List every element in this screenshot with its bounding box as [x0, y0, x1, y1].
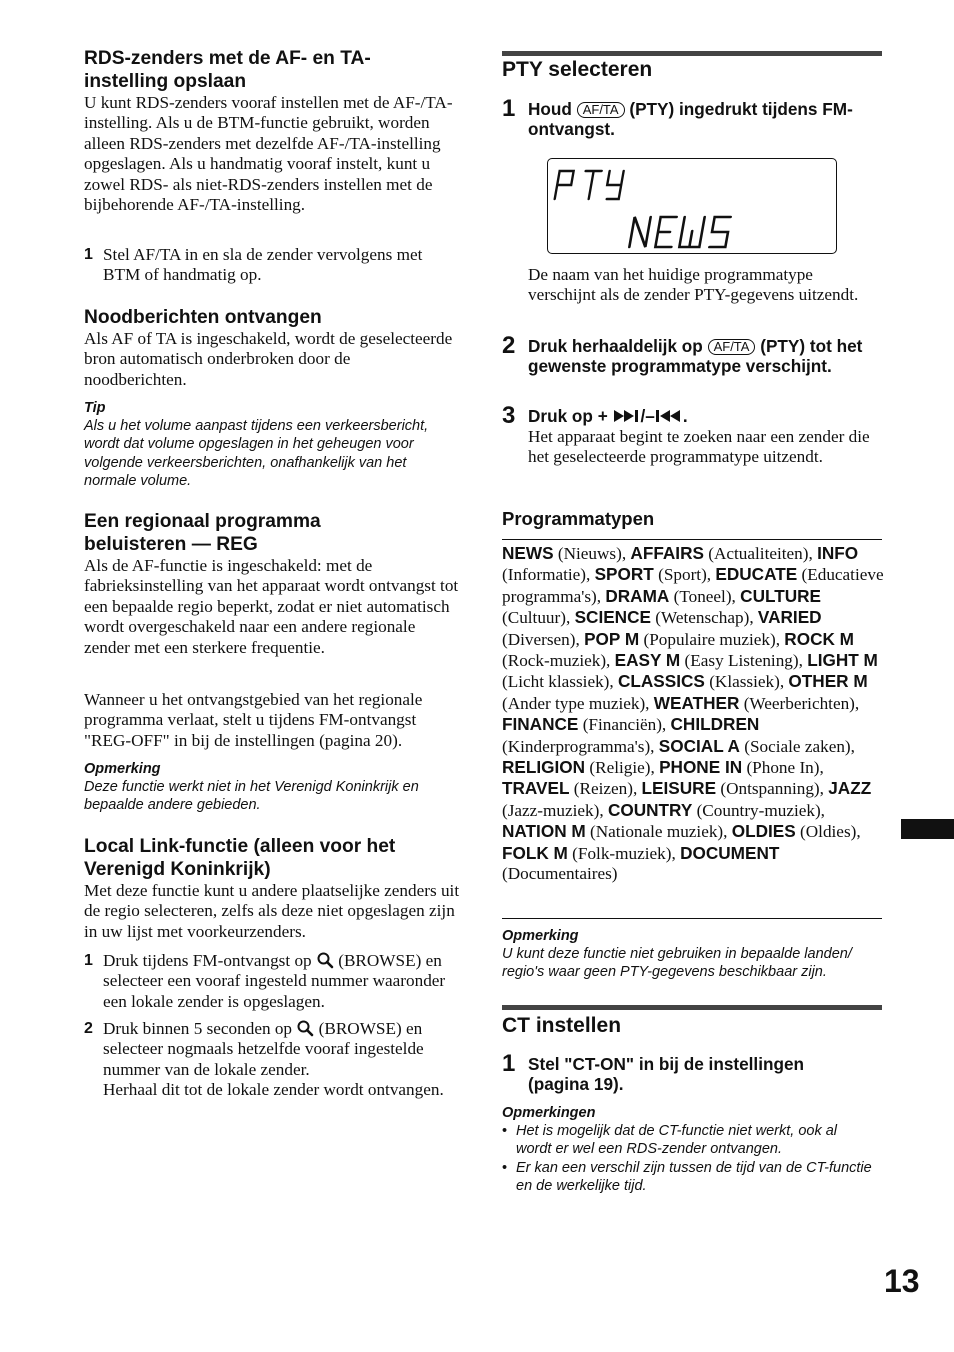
section-tab-marker	[901, 819, 954, 839]
pty-type-desc: (Toneel),	[673, 586, 736, 606]
pty-type-code: SOCIAL A	[658, 735, 740, 756]
step-text-a: Druk tijdens FM-ontvangst op	[103, 951, 312, 970]
step-pty-1-desc: De naam van het huidige programmatype verschijnt als de zender PTY-gegevens uitzendt.	[528, 265, 859, 305]
pty-type-item	[615, 651, 803, 670]
pty-type-desc: (Religie),	[589, 758, 655, 778]
pty-type-code: FOLK M	[502, 842, 568, 863]
af-ta-key: AF/TA	[577, 102, 625, 118]
pty-type-code: OLDIES	[731, 821, 796, 842]
pty-type-desc: (Klassiek),	[709, 672, 785, 692]
pty-type-code: EASY M	[614, 650, 681, 671]
pty-type-item	[595, 565, 712, 584]
section-body-rds-save: U kunt RDS-zenders vooraf instellen met de AF-/TA-instelling. Als u de BTM-functie gebruikt, worden alleen RDS-zenders met dezelfde AF-/TA-instelling opgeslagen. Als u handmatig vooraf instelt, kunt u zowel RDS- als niet-RDS-zenders instellen met de bijbehorende AF-/TA-instelling.	[84, 93, 453, 215]
section-rule	[502, 51, 882, 56]
pty-type-code: SPORT	[594, 564, 654, 585]
section-heading-reg: Een regionaal programma beluisteren — REG	[84, 511, 321, 555]
pty-type-code: WEATHER	[653, 692, 740, 713]
step-text-c: .	[682, 406, 688, 426]
pty-type-desc: (Country-muziek),	[696, 800, 825, 820]
pty-type-desc: (Educatieve programma's),	[502, 565, 884, 606]
pty-type-desc: (Reizen),	[573, 779, 638, 799]
pty-type-desc: (Jazz-muziek),	[502, 800, 604, 820]
pty-type-item	[502, 758, 655, 777]
pty-types-list	[502, 543, 884, 885]
lcd-display	[547, 158, 837, 254]
pty-type-code: COUNTRY	[607, 799, 693, 820]
pty-type-desc: (Populaire muziek),	[643, 629, 780, 649]
pty-type-code: DOCUMENT	[680, 842, 780, 863]
pty-type-item	[502, 715, 666, 734]
section-heading-ct: CT instellen	[502, 1014, 622, 1037]
pty-type-desc: (Nieuws),	[557, 544, 627, 563]
pty-type-code: PHONE IN	[659, 757, 743, 778]
pty-type-code: LEISURE	[641, 778, 717, 799]
pty-type-code: NEWS	[502, 543, 554, 563]
pty-type-desc: (Cultuur),	[502, 608, 571, 628]
pty-type-desc: (Actualiteiten),	[708, 544, 813, 563]
pty-type-code: LIGHT M	[807, 650, 878, 671]
notes-list-ct	[502, 1122, 872, 1195]
section-body-reg-1: Als de AF-functie is ingeschakeld: met de fabrieksinstelling van het apparaat wordt ontvangst tot een bepaalde regio beperkt, zodat er niet automatisch wordt overgeschakeld naar een andere regionale zender met een sterkere frequentie.	[84, 556, 459, 657]
step-number: 2	[84, 1020, 93, 1037]
pty-type-desc: (Licht klassiek),	[502, 672, 614, 692]
step-number: 2	[502, 332, 516, 359]
pty-type-item	[584, 630, 780, 649]
note-title-reg: Opmerking	[84, 761, 161, 777]
section-body-reg-2: Wanneer u het ontvangstgebied van het regionale programma verlaat, stelt u tijdens FM-ontvangst "REG-OFF" in bij de instellingen (pagina 20).	[84, 690, 423, 750]
step-text-a: Druk op +	[528, 406, 608, 426]
note-body-reg: Deze functie werkt niet in het Verenigd Koninkrijk en bepaalde andere gebieden.	[84, 779, 419, 814]
pty-type-code: SCIENCE	[574, 607, 651, 628]
pty-type-desc: (Weerberichten),	[743, 693, 860, 713]
pty-type-code: CULTURE	[740, 585, 821, 606]
pty-type-item	[732, 822, 861, 841]
pty-type-desc: (Sociale zaken),	[744, 736, 855, 756]
section-body-emergency: Als AF of TA is ingeschakeld, wordt de geselecteerde bron automatisch onderbroken door de noodberichten.	[84, 329, 453, 389]
pty-types-heading: Programmatypen	[502, 508, 655, 529]
pty-type-item	[502, 844, 676, 863]
step-number: 1	[502, 95, 516, 122]
section-heading-pty: PTY selecteren	[502, 58, 653, 81]
step-text-b: (PTY) tot het gewenste programmatype verschijnt.	[528, 336, 863, 377]
pty-type-code: DRAMA	[605, 585, 670, 606]
pty-type-item	[605, 587, 736, 606]
pty-type-desc: (Financiën),	[582, 715, 667, 735]
tip-title: Tip	[84, 400, 106, 416]
step-number: 1	[84, 246, 93, 263]
pty-type-desc: (Phone In),	[746, 758, 824, 778]
pty-type-desc: (Documentaires)	[502, 864, 618, 884]
pty-type-item	[608, 801, 825, 820]
pty-type-code: NATION M	[502, 821, 586, 842]
types-bottom-rule	[502, 918, 882, 919]
page-number: 13	[884, 1263, 920, 1299]
pty-type-code: POP M	[584, 628, 640, 649]
pty-type-code: ROCK M	[784, 628, 854, 649]
pty-type-item	[630, 544, 812, 563]
search-browse-icon	[316, 951, 334, 969]
pty-type-item	[659, 737, 855, 756]
section-heading-rds-save: RDS-zenders met de AF- en TA-instelling opslaan	[84, 48, 371, 92]
step-text: Stel AF/TA in en sla de zender vervolgens met BTM of handmatig op.	[103, 245, 423, 285]
pty-type-code: VARIED	[757, 607, 822, 628]
section-rule	[502, 1005, 882, 1010]
pty-type-item	[502, 544, 626, 563]
pty-type-desc: (Kinderprogramma's),	[502, 736, 655, 756]
step-text-a: Druk binnen 5 seconden op	[103, 1019, 293, 1038]
step-number: 1	[84, 952, 93, 969]
pty-type-code: JAZZ	[828, 778, 872, 799]
pty-type-item	[575, 608, 754, 627]
pty-type-item	[642, 779, 824, 798]
pty-type-desc: (Folk-muziek),	[572, 843, 676, 863]
pty-type-item	[502, 779, 637, 798]
seek-forward-icon	[613, 409, 641, 423]
types-top-rule	[502, 539, 882, 540]
step-number: 1	[502, 1050, 516, 1077]
pty-type-desc: (Oldies),	[800, 822, 861, 842]
pty-type-code: EDUCATE	[715, 564, 798, 585]
pty-type-code: OTHER M	[788, 671, 868, 692]
step-text-b: /–	[640, 406, 655, 426]
step-pty-3-desc: Het apparaat begint te zoeken naar een zender die het geselecteerde programmatype uitzendt.	[528, 427, 870, 467]
pty-type-code: INFO	[817, 543, 859, 563]
step-text-a: Houd	[528, 99, 572, 119]
step-text-c: Herhaal dit tot de lokale zender wordt ontvangen.	[103, 1080, 444, 1100]
step-text: Stel "CT-ON" in bij de instellingen (pagina 19).	[528, 1054, 805, 1095]
section-heading-local-link: Local Link-functie (alleen voor het Verenigd Koninkrijk)	[84, 836, 396, 880]
seek-back-icon	[655, 409, 683, 423]
pty-type-code: CHILDREN	[670, 714, 760, 735]
lcd-segment-text	[548, 159, 836, 253]
note-title-pty: Opmerking	[502, 928, 579, 944]
step-number: 3	[502, 402, 516, 429]
pty-type-desc: (Rock-muziek),	[502, 651, 611, 671]
pty-type-desc: (Wetenschap),	[655, 608, 754, 628]
notes-title-ct: Opmerkingen	[502, 1105, 596, 1121]
pty-type-code: AFFAIRS	[630, 543, 704, 563]
section-body-local-link: Met deze functie kunt u andere plaatselijke zenders uit de regio selecteren, zelfs als deze niet opgeslagen zijn in uw lijst met voorkeurzenders.	[84, 881, 460, 941]
tip-body: Als u het volume aanpast tijdens een verkeersbericht, wordt dat volume opgeslagen in het geheugen voor volgende verkeersberichten, onafhankelijk van het normale volume.	[84, 418, 429, 489]
pty-type-desc: (Diversen),	[502, 629, 580, 649]
pty-type-code: FINANCE	[502, 714, 579, 735]
step-text-a: Druk herhaaldelijk op	[528, 336, 703, 356]
pty-type-desc: (Ander type muziek),	[502, 693, 650, 713]
pty-type-item	[618, 672, 784, 691]
pty-type-item	[659, 758, 824, 777]
pty-type-desc: (Easy Listening),	[684, 651, 803, 671]
pty-type-desc: (Ontspanning),	[720, 779, 824, 799]
pty-type-code: TRAVEL	[502, 778, 570, 799]
section-heading-emergency: Noodberichten ontvangen	[84, 307, 322, 328]
step-text-b: (BROWSE) en selecteer nogmaals hetzelfde vooraf ingestelde nummer van de lokale zender.	[103, 1019, 424, 1079]
list-item: • Het is mogelijk dat de CT-functie niet werkt, ook al wordt er wel een RDS-zender ontvangen.	[502, 1122, 872, 1159]
step-text-b: (PTY) ingedrukt tijdens FM-ontvangst.	[528, 99, 853, 140]
step-text-b: (BROWSE) en selecteer een vooraf ingesteld nummer waaronder een lokale zender is opgeslagen.	[103, 951, 446, 1011]
pty-type-desc: (Informatie),	[502, 565, 591, 585]
pty-type-desc: (Nationale muziek),	[590, 822, 728, 842]
pty-type-desc: (Sport),	[658, 565, 712, 585]
search-browse-icon	[296, 1019, 314, 1037]
pty-type-code: RELIGION	[502, 757, 586, 778]
pty-type-code: CLASSICS	[617, 671, 705, 692]
pty-type-item	[654, 694, 859, 713]
af-ta-key: AF/TA	[708, 339, 756, 355]
note-body-pty: U kunt deze functie niet gebruiken in bepaalde landen/ regio's waar geen PTY-gegevens beschikbaar zijn.	[502, 946, 852, 981]
list-item: • Er kan een verschil zijn tussen de tijd van de CT-functie en de werkelijke tijd.	[502, 1159, 872, 1196]
pty-type-item	[502, 822, 727, 841]
